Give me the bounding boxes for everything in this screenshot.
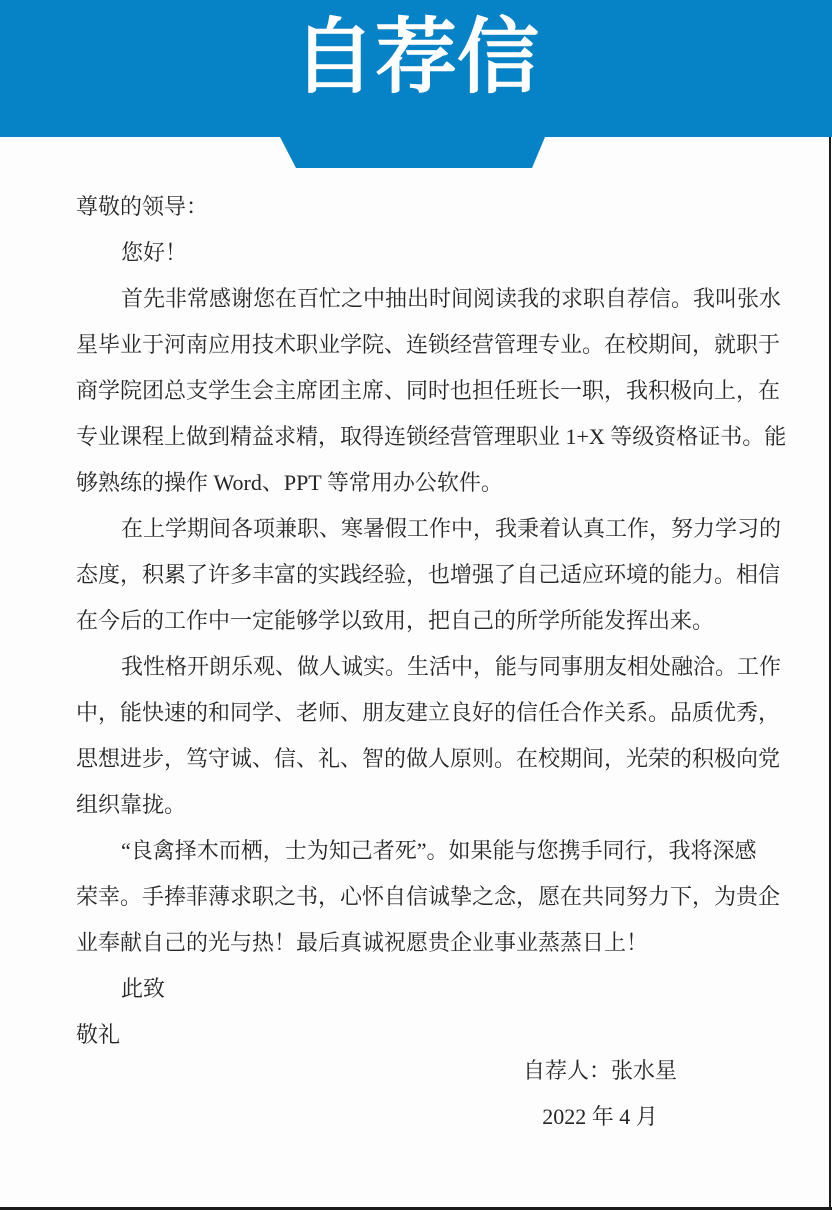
letter-line: 中，能快速的和同学、老师、朋友建立良好的信任合作关系。品质优秀， <box>76 700 781 725</box>
letter-line: 组织靠拢。 <box>76 792 187 817</box>
letter-line: 您好！ <box>121 240 188 265</box>
signature-name: 自荐人：张水星 <box>522 1058 677 1083</box>
signature-block <box>440 1048 760 1140</box>
letter-line: 此致 <box>121 976 166 1001</box>
letter-line: 在今后的工作中一定能够学以致用，把自己的所学所能发挥出来。 <box>76 608 715 633</box>
letter-line: 态度，积累了许多丰富的实践经验，也增强了自己适应环境的能力。相信 <box>76 562 781 587</box>
letter-line: 荣幸。手捧菲薄求职之书，心怀自信诚挚之念，愿在共同努力下，为贵企 <box>76 884 781 909</box>
letter-line: 专业课程上做到精益求精，取得连锁经营管理职业 1+X 等级资格证书。能 <box>76 424 787 449</box>
signature-date: 2022 年 4 月 <box>542 1104 658 1129</box>
page-edge-right <box>829 137 831 1208</box>
letter-line: 业奉献自己的光与热！最后真诚祝愿贵企业事业蒸蒸日上！ <box>76 930 649 955</box>
letter-line: 敬礼 <box>76 1022 121 1047</box>
letter-line: 商学院团总支学生会主席团主席、同时也担任班长一职，我积极向上，在 <box>76 378 781 403</box>
letter-line: “良禽择木而栖，士为知己者死”。如果能与您携手同行，我将深感 <box>121 838 757 863</box>
letter-body <box>76 184 787 1058</box>
page-title: 自荐信 <box>292 12 539 103</box>
header-band-notch <box>280 137 545 168</box>
letter-line: 在上学期间各项兼职、寒暑假工作中，我秉着认真工作，努力学习的 <box>121 516 782 541</box>
header-band <box>0 0 832 137</box>
letter-line: 星毕业于河南应用技术职业学院、连锁经营管理专业。在校期间，就职于 <box>76 332 781 357</box>
letter-line: 思想进步，笃守诚、信、礼、智的做人原则。在校期间，光荣的积极向党 <box>76 746 781 771</box>
letter-line: 首先非常感谢您在百忙之中抽出时间阅读我的求职自荐信。我叫张水 <box>121 286 782 311</box>
letter-line: 尊敬的领导： <box>76 194 209 219</box>
letter-line: 我性格开朗乐观、做人诚实。生活中，能与同事朋友相处融洽。工作 <box>121 654 782 679</box>
letter-line: 够熟练的操作 Word、PPT 等常用办公软件。 <box>76 470 503 495</box>
